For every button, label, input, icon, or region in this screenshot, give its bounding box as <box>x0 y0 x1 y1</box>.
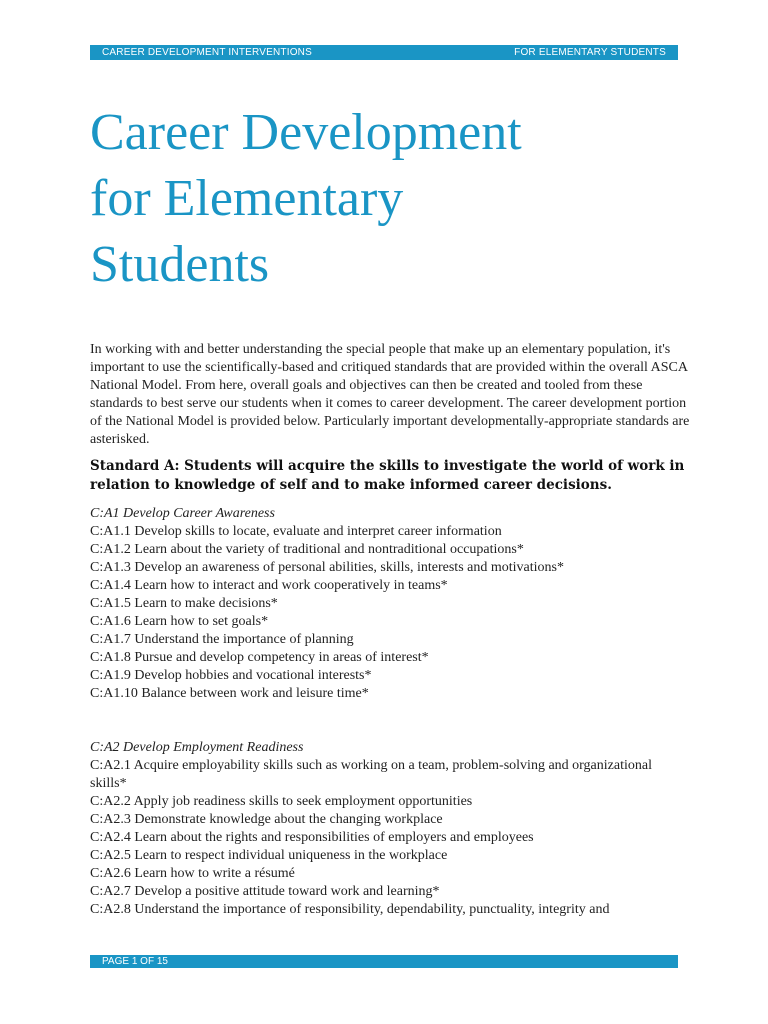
list-item: C:A2.3 Demonstrate knowledge about the changing workplace <box>90 812 443 827</box>
title-line-3: Students <box>90 236 270 293</box>
list-item: C:A1.3 Develop an awareness of personal abilities, skills, interests and motivations* <box>90 560 564 575</box>
list-item: C:A2.8 Understand the importance of responsibility, dependability, punctuality, integrity and <box>90 902 610 917</box>
list-item: C:A2.4 Learn about the rights and responsibilities of employers and employees <box>90 830 534 845</box>
list-item: C:A2.5 Learn to respect individual uniqueness in the workplace <box>90 848 448 863</box>
list-item: C:A1.9 Develop hobbies and vocational interests* <box>90 668 372 683</box>
list-item: C:A1.7 Understand the importance of planning <box>90 632 354 647</box>
list-item: C:A2.1 Acquire employability skills such as working on a team, problem-solving and organizational skills* <box>90 758 652 791</box>
list-item: C:A1.4 Learn how to interact and work cooperatively in teams* <box>90 578 448 593</box>
intro-paragraph: In working with and better understanding the special people that make up an elementary population, it's important to use the scientifically-based and critiqued standards that are provided within the overall ASCA National Model. From here, overall goals and objectives can then be created and tooled from these standards to best serve our students when it comes to career development. The career development portion of the National Model is provided below. Particularly important developmentally-appropriate standards are asterisked. <box>90 342 690 447</box>
list-item: C:A2.7 Develop a positive attitude toward work and learning* <box>90 884 440 899</box>
section-c-a2-list <box>90 757 690 919</box>
page-number: PAGE 1 OF 15 <box>102 956 168 967</box>
list-item: C:A2.2 Apply job readiness skills to seek employment opportunities <box>90 794 473 809</box>
page-title <box>90 100 690 298</box>
page-footer <box>90 955 678 968</box>
standard-a-heading: Standard A: Students will acquire the skills to investigate the world of work in relation to knowledge of self and to make informed career decisions. <box>90 458 685 493</box>
list-item: C:A1.8 Pursue and develop competency in areas of interest* <box>90 650 429 665</box>
section-c-a2-heading: C:A2 Develop Employment Readiness <box>90 740 304 755</box>
title-line-1: Career Development <box>90 104 522 161</box>
header-right-text: FOR ELEMENTARY STUDENTS <box>514 47 666 58</box>
list-item: C:A1.10 Balance between work and leisure time* <box>90 686 369 701</box>
list-item: C:A2.6 Learn how to write a résumé <box>90 866 295 881</box>
section-spacer <box>90 703 690 739</box>
title-line-2: for Elementary <box>90 170 404 227</box>
list-item: C:A1.1 Develop skills to locate, evaluate and interpret career information <box>90 524 502 539</box>
section-c-a1-list <box>90 523 690 703</box>
list-item: C:A1.6 Learn how to set goals* <box>90 614 269 629</box>
section-c-a1-heading: C:A1 Develop Career Awareness <box>90 506 275 521</box>
document-body <box>90 341 690 919</box>
running-header <box>90 45 678 60</box>
list-item: C:A1.5 Learn to make decisions* <box>90 596 278 611</box>
header-left-text: CAREER DEVELOPMENT INTERVENTIONS <box>102 47 312 58</box>
list-item: C:A1.2 Learn about the variety of traditional and nontraditional occupations* <box>90 542 524 557</box>
